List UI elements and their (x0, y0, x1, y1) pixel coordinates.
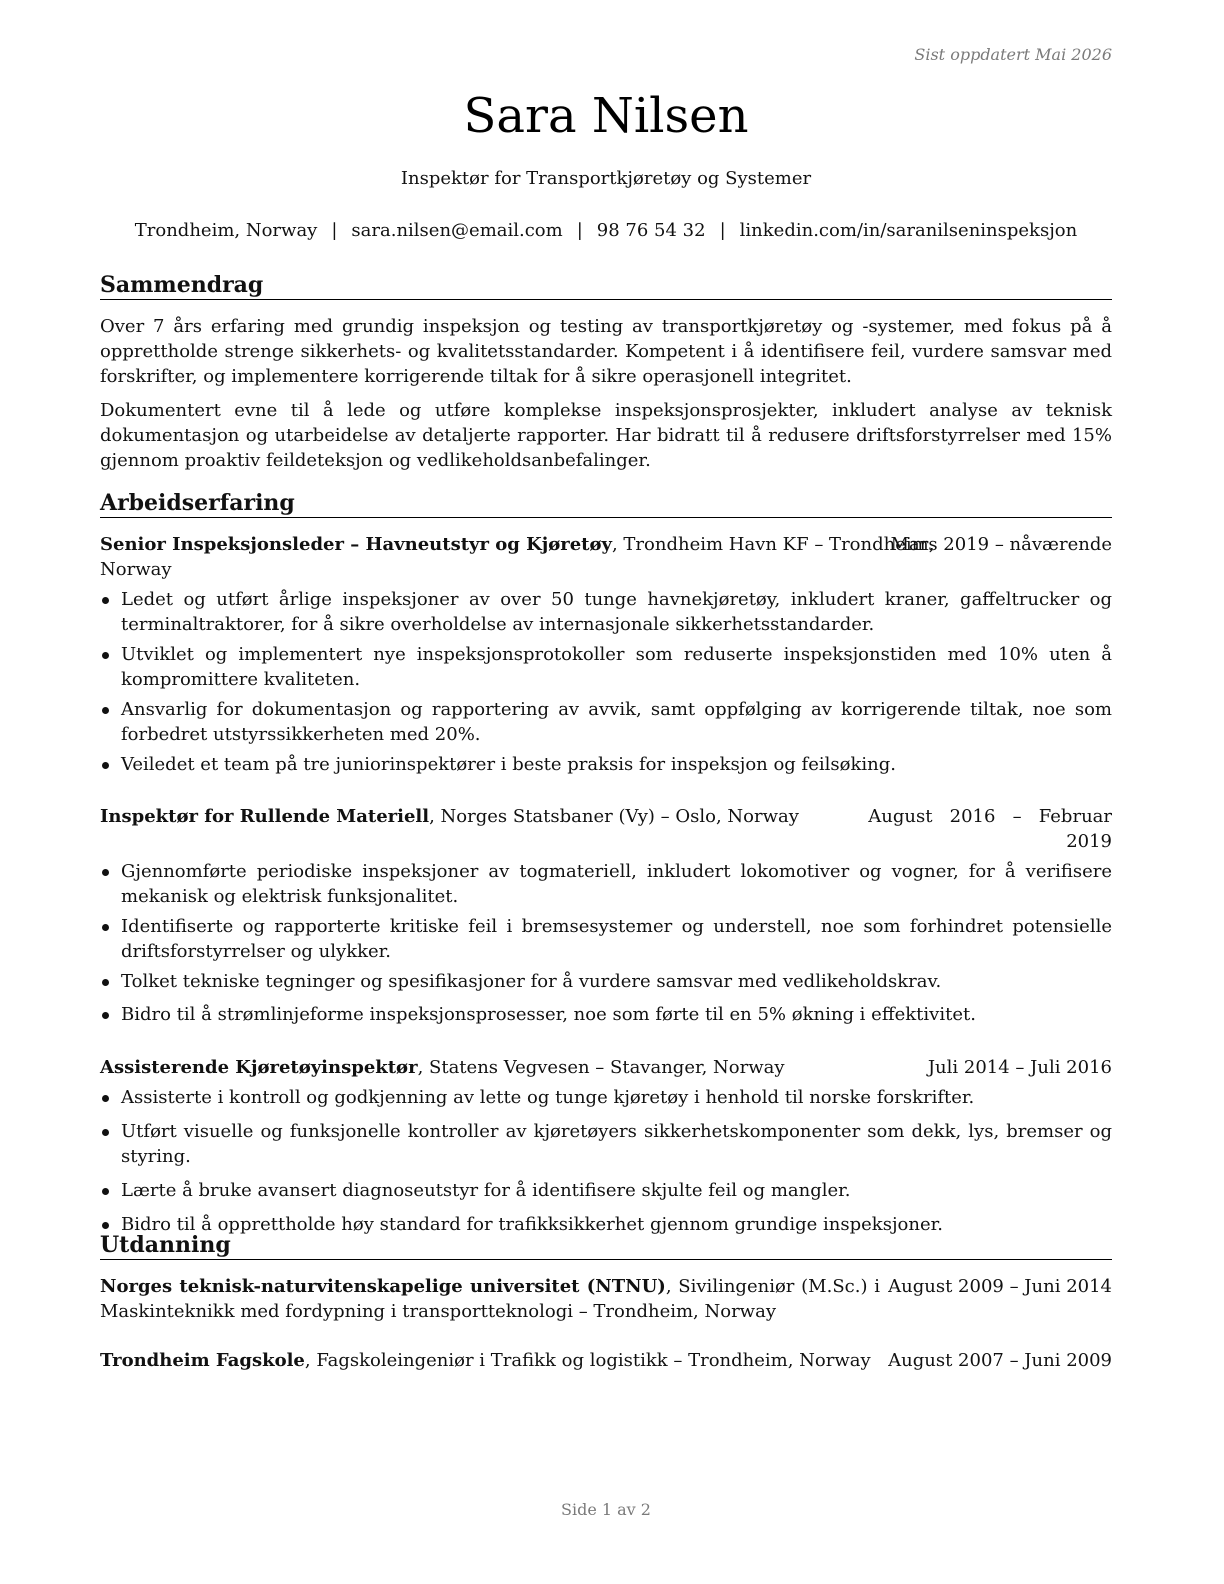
job-role: Inspektør for Rullende Materiell (100, 806, 430, 827)
education-title-line (100, 1274, 880, 1324)
contact-separator: | (576, 220, 583, 241)
contact-location: Trondheim, Norway (134, 220, 318, 241)
section-title-education: Utdanning (100, 1231, 1112, 1260)
job-header (100, 804, 1112, 854)
contact-linkedin[interactable]: linkedin.com/in/saranilseninspeksjon (739, 220, 1078, 241)
bullet-icon (102, 869, 109, 876)
job-bullet-list (100, 859, 1112, 1027)
contact-email[interactable]: sara.nilsen@email.com (351, 220, 563, 241)
education-school: Trondheim Fagskole (100, 1350, 305, 1371)
job-header (100, 1055, 1112, 1080)
job-dates: August 2016 – Februar (868, 806, 1112, 827)
job-dates: Mars 2019 – nåværende (890, 534, 1112, 555)
bullet-icon (102, 924, 109, 931)
bullet-text: Lærte å bruke avansert diagnoseutstyr for å identifisere skjulte feil og mangler. (121, 1180, 851, 1201)
job-title-line (100, 1055, 785, 1080)
bullet-icon (102, 597, 109, 604)
job-employer: , Statens Vegvesen – Stavanger, Norway (417, 1057, 785, 1078)
bullet-icon (102, 1095, 109, 1102)
contact-line (100, 218, 1112, 244)
education-entry (100, 1348, 1112, 1373)
bullet-text: Utført visuelle og funksjonelle kontroller av kjøretøyers sikkerhetskomponenter som dekk, lys, bremser og styring. (121, 1121, 1112, 1167)
last-updated-note: Sist oppdatert Mai 2026 (914, 45, 1112, 64)
section-title-summary: Sammendrag (100, 271, 1112, 300)
bullet-text: Bidro til å opprettholde høy standard for trafikksikkerhet gjennom grundige inspeksjoner. (121, 1214, 943, 1235)
bullet-icon (102, 762, 109, 769)
bullet-text: Bidro til å strømlinjeforme inspeksjonsprosesser, noe som førte til en 5% økning i effektivitet. (121, 1004, 976, 1025)
education-school: Norges teknisk-naturvitenskapelige universitet (NTNU) (100, 1276, 666, 1297)
job-bullet-list (100, 587, 1112, 777)
bullet-icon (102, 1012, 109, 1019)
contact-phone: 98 76 54 32 (596, 220, 706, 241)
bullet-text: Gjennomførte periodiske inspeksjoner av togmateriell, inkludert lokomotiver og vogner, for å verifisere mekanisk og elektrisk funksjonalitet. (121, 861, 1112, 907)
job-title-line (100, 532, 934, 557)
education-dates: August 2009 – Juni 2014 (888, 1276, 1112, 1297)
contact-separator: | (331, 220, 338, 241)
bullet-text: Utviklet og implementert nye inspeksjonsprotokoller som reduserte inspeksjonstiden med 10% uten å kompromittere kvaliteten. (121, 644, 1112, 690)
contact-separator: | (719, 220, 726, 241)
education-dates: August 2007 – Juni 2009 (888, 1350, 1112, 1371)
education-degree: , Sivilingeniør (M.Sc.) i Maskinteknikk med fordypning i transportteknologi – Trondheim, Norway (100, 1276, 880, 1322)
candidate-headline: Inspektør for Transportkjøretøy og Systemer (400, 168, 812, 189)
bullet-text: Veiledet et team på tre juniorinspektører i beste praksis for inspeksjon og feilsøking. (121, 754, 896, 775)
job-role: Senior Inspeksjonsleder – Havneutstyr og Kjøretøy (100, 534, 612, 555)
education-entry (100, 1274, 1112, 1324)
list-item (100, 1178, 1112, 1203)
job-role: Assisterende Kjøretøyinspektør (100, 1057, 418, 1078)
list-item (100, 1002, 1112, 1027)
job-location: Norway (100, 559, 172, 580)
education-degree: , Fagskoleingeniør i Trafikk og logistikk – Trondheim, Norway (304, 1350, 871, 1371)
education-title-line (100, 1348, 871, 1373)
bullet-text: Identifiserte og rapporterte kritiske feil i bremsesystemer og understell, noe som forhindret potensielle driftsforstyrrelser og ulykker. (121, 916, 1112, 962)
list-item (100, 1085, 1112, 1110)
bullet-icon (102, 1188, 109, 1195)
list-item (100, 752, 1112, 777)
job-dates-continued: 2019 (1066, 831, 1112, 852)
bullet-text: Ansvarlig for dokumentasjon og rapportering av avvik, samt oppfølging av korrigerende tiltak, noe som forbedret utstyrssikkerheten med 20%. (121, 699, 1112, 745)
job-header (100, 532, 1112, 582)
job-dates: Juli 2014 – Juli 2016 (927, 1057, 1112, 1078)
bullet-icon (102, 1129, 109, 1136)
bullet-icon (102, 707, 109, 714)
list-item (100, 642, 1112, 692)
bullet-icon (102, 979, 109, 986)
summary-paragraph: Over 7 års erfaring med grundig inspeksjon og testing av transportkjøretøy og -systemer, med fokus på å opprettholde strenge sikkerhets- og kvalitetsstandarder. Kompetent i å identifisere feil, vurdere samsvar med forskrifter, og implementere korrigerende tiltak for å sikre operasjonell integritet. (100, 316, 1112, 387)
job-employer: , Norges Statsbaner (Vy) – Oslo, Norway (429, 806, 799, 827)
list-item (100, 859, 1112, 909)
bullet-text: Assisterte i kontroll og godkjenning av lette og tunge kjøretøy i henhold til norske forskrifter. (121, 1087, 975, 1108)
bullet-text: Tolket tekniske tegninger og spesifikasjoner for å vurdere samsvar med vedlikeholdskrav. (121, 971, 942, 992)
list-item (100, 1119, 1112, 1169)
job-employer: , Trondheim Havn KF – Trondheim, (611, 534, 935, 555)
bullet-icon (102, 652, 109, 659)
bullet-text: Ledet og utført årlige inspeksjoner av over 50 tunge havnekjøretøy, inkludert kraner, gaffeltrucker og terminaltraktorer, for å sikre overholdelse av internasjonale sikkerhetsstandarder. (121, 589, 1112, 635)
list-item (100, 969, 1112, 994)
summary-paragraph: Dokumentert evne til å lede og utføre komplekse inspeksjonsprosjekter, inkludert analyse av teknisk dokumentasjon og utarbeidelse av detaljerte rapporter. Har bidratt til å redusere driftsforstyrrelser med 15% gjennom proaktiv feildeteksjon og vedlikeholdsanbefalinger. (100, 400, 1112, 471)
page-number: Side 1 av 2 (561, 1500, 651, 1519)
list-item (100, 697, 1112, 747)
list-item (100, 587, 1112, 637)
candidate-name: Sara Nilsen (463, 88, 749, 144)
bullet-icon (102, 1222, 109, 1229)
job-bullet-list (100, 1085, 1112, 1237)
section-title-experience: Arbeidserfaring (100, 489, 1112, 518)
job-title-line (100, 804, 799, 829)
list-item (100, 914, 1112, 964)
